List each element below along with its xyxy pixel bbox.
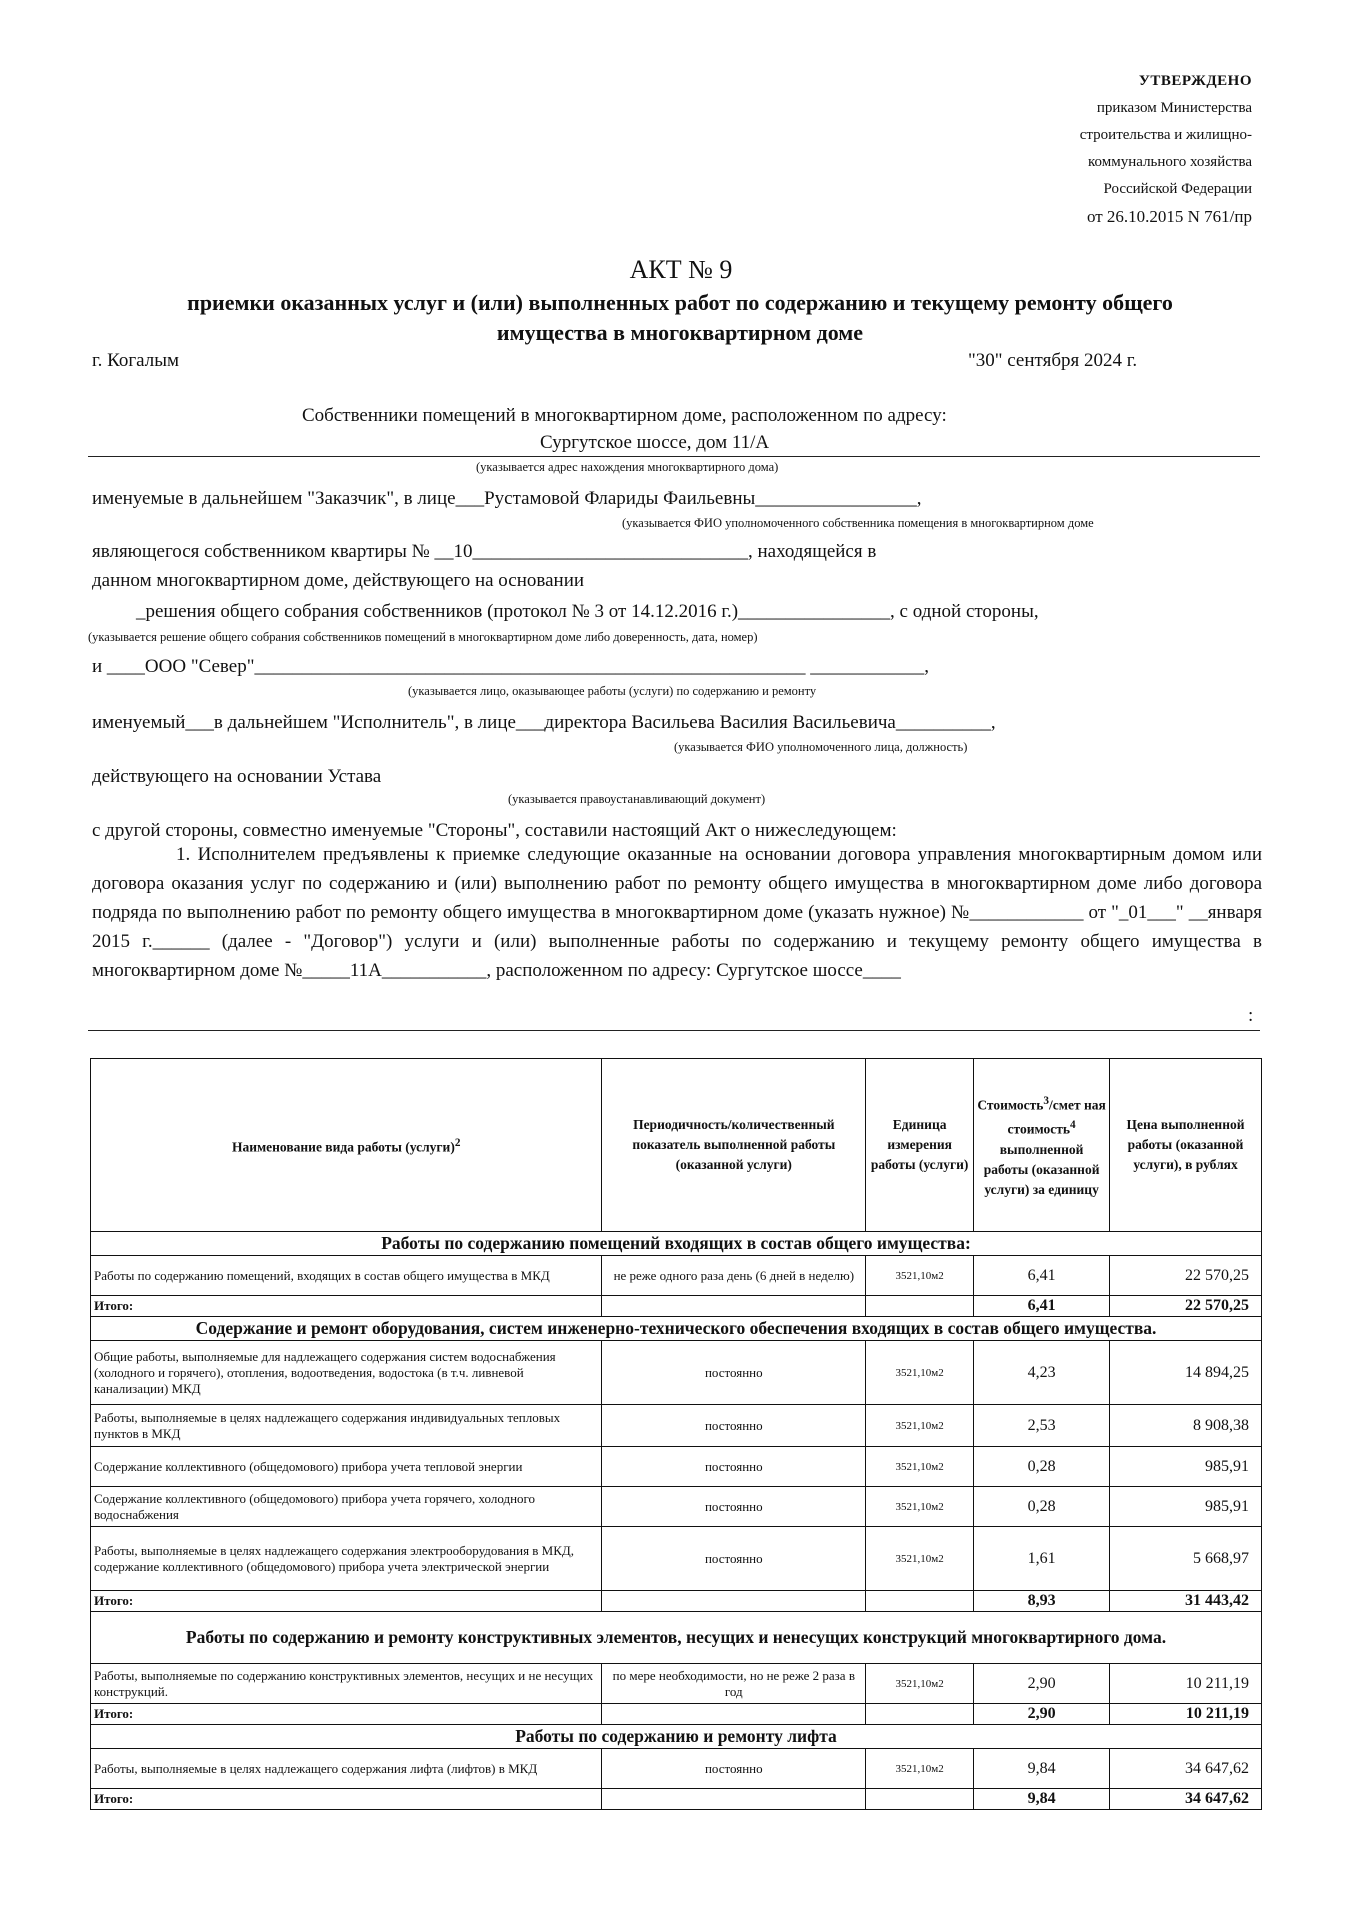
row-unit: 3521,10м2	[866, 1664, 974, 1704]
row-unit: 3521,10м2	[866, 1256, 974, 1296]
row-cost: 9,84	[974, 1749, 1110, 1789]
act-number: АКТ № 9	[629, 255, 733, 284]
clause-underline	[88, 1030, 1260, 1031]
header-price: Цена выполненной работы (оказанной услуги), в рублях	[1110, 1059, 1262, 1232]
row-price: 22 570,25	[1110, 1256, 1262, 1296]
row-price: 5 668,97	[1110, 1527, 1262, 1591]
contractor-note: (указывается лицо, оказывающее работы (услуги) по содержанию и ремонту	[408, 684, 817, 698]
executor-line: именуемый___в дальнейшем "Исполнитель", в лице___директора Васильева Василия Васильевича__________,	[92, 712, 996, 733]
approval-line: УТВЕРЖДЕНО	[1138, 73, 1252, 89]
section-title: Работы по содержанию и ремонту конструктивных элементов, несущих и ненесущих конструкций многоквартирного дома.	[91, 1612, 1262, 1664]
section-title: Работы по содержанию и ремонту лифта	[91, 1725, 1262, 1749]
row-period: по мере необходимости, но не реже 2 раза в год	[602, 1664, 866, 1704]
row-cost: 2,53	[974, 1405, 1110, 1447]
empty-cell	[602, 1789, 866, 1810]
row-unit: 3521,10м2	[866, 1527, 974, 1591]
empty-cell	[866, 1704, 974, 1725]
contractor-line: и ____ООО "Север"__________________________________________________________ ____________,	[92, 656, 929, 677]
row-period: постоянно	[602, 1405, 866, 1447]
act-title	[110, 288, 1250, 348]
decision-note: (указывается решение общего собрания собственников помещений в многоквартирном доме либо доверенность, дата, номер)	[88, 630, 758, 644]
total-row	[91, 1789, 1262, 1810]
table-row	[91, 1405, 1262, 1447]
row-period: постоянно	[602, 1341, 866, 1405]
act-title-line1: приемки оказанных услуг и (или) выполненных работ по содержанию и текущему ремонту общего	[187, 290, 1173, 315]
section-title-row	[91, 1232, 1262, 1256]
act-date: "30" сентября 2024 г.	[968, 350, 1138, 371]
table-row	[91, 1447, 1262, 1487]
empty-cell	[602, 1704, 866, 1725]
apartment-line: являющегося собственником квартиры № __10_____________________________, находящейся в	[92, 541, 877, 562]
total-price: 31 443,42	[1110, 1591, 1262, 1612]
row-unit: 3521,10м2	[866, 1487, 974, 1527]
row-cost: 2,90	[974, 1664, 1110, 1704]
table-row	[91, 1341, 1262, 1405]
total-label: Итого:	[91, 1296, 602, 1317]
approval-line: от 26.10.2015 N 761/пр	[1086, 207, 1252, 226]
row-period: постоянно	[602, 1447, 866, 1487]
approval-line: коммунального хозяйства	[1088, 154, 1252, 170]
approval-line: Российской Федерации	[1103, 181, 1252, 197]
total-row	[91, 1704, 1262, 1725]
total-row	[91, 1591, 1262, 1612]
total-cost: 2,90	[974, 1704, 1110, 1725]
row-price: 985,91	[1110, 1487, 1262, 1527]
row-name: Работы, выполняемые в целях надлежащего содержания электрооборудования в МКД, содержание коллективного (общедомового) прибора учета электрической энергии	[91, 1527, 602, 1591]
row-name: Содержание коллективного (общедомового) прибора учета горячего, холодного водоснабжения	[91, 1487, 602, 1527]
row-price: 10 211,19	[1110, 1664, 1262, 1704]
row-unit: 3521,10м2	[866, 1405, 974, 1447]
row-price: 14 894,25	[1110, 1341, 1262, 1405]
approval-line: приказом Министерства	[1096, 100, 1252, 116]
row-name: Содержание коллективного (общедомового) прибора учета тепловой энергии	[91, 1447, 602, 1487]
section-title-row	[91, 1612, 1262, 1664]
section-title-row	[91, 1317, 1262, 1341]
owners-intro: Собственники помещений в многоквартирном доме, расположенном по адресу:	[302, 405, 947, 426]
total-row	[91, 1296, 1262, 1317]
act-title-line2: имущества в многоквартирном доме	[496, 320, 864, 345]
empty-cell	[866, 1296, 974, 1317]
header-name: Наименование вида работы (услуги)$^2$	[91, 1059, 602, 1232]
total-cost: 9,84	[974, 1789, 1110, 1810]
decision-line: _решения общего собрания собственников (протокол № 3 от 14.12.2016 г.)________________, с одной стороны,	[136, 601, 1039, 622]
works-table	[90, 1058, 1262, 1810]
charter-note: (указывается правоустанавливающий документ)	[508, 792, 766, 806]
row-unit: 3521,10м2	[866, 1447, 974, 1487]
row-price: 34 647,62	[1110, 1749, 1262, 1789]
row-name: Работы, выполняемые в целях надлежащего содержания индивидуальных тепловых пунктов в МКД	[91, 1405, 602, 1447]
table-header-row	[91, 1059, 1262, 1232]
total-cost: 8,93	[974, 1591, 1110, 1612]
row-name: Работы, выполняемые в целях надлежащего содержания лифта (лифтов) в МКД	[91, 1749, 602, 1789]
total-cost: 6,41	[974, 1296, 1110, 1317]
total-price: 22 570,25	[1110, 1296, 1262, 1317]
row-name: Работы по содержанию помещений, входящих в состав общего имущества в МКД	[91, 1256, 602, 1296]
clause-1: 1. Исполнителем предъявлены к приемке следующие оказанные на основании договора управления многоквартирным домом или договора оказания услуг по содержанию и (или) выполнению работ по ремонту общего имущества в многоквартирном доме либо договора подряда по выполнению работ по ремонту общего имущества в многоквартирном доме (указать нужное) №____________ от "_01___" __января 2015 г.______ (далее - "Договор") услуги и (или) выполненные работы по содержанию и текущему ремонту общего имущества в многоквартирном доме №_____11А___________, расположенном по адресу: Сургутское шоссе____	[92, 844, 1262, 981]
row-name: Работы, выполняемые по содержанию конструктивных элементов, несущих и не несущих конструкций.	[91, 1664, 602, 1704]
address-underline	[88, 456, 1260, 457]
row-name: Общие работы, выполняемые для надлежащего содержания систем водоснабжения (холодного и горячего), отопления, водоотведения, водостока (в т.ч. ливневой канализации) МКД	[91, 1341, 602, 1405]
total-label: Итого:	[91, 1591, 602, 1612]
empty-cell	[602, 1591, 866, 1612]
total-price: 34 647,62	[1110, 1789, 1262, 1810]
empty-cell	[602, 1296, 866, 1317]
section-title: Содержание и ремонт оборудования, систем инженерно-технического обеспечения входящих в состав общего имущества.	[91, 1317, 1262, 1341]
row-period: не реже одного раза день (6 дней в неделю)	[602, 1256, 866, 1296]
basis-line: данном многоквартирном доме, действующего на основании	[92, 570, 585, 591]
customer-note: (указывается ФИО уполномоченного собственника помещения в многоквартирном доме	[622, 516, 1094, 530]
row-cost: 1,61	[974, 1527, 1110, 1591]
row-price: 985,91	[1110, 1447, 1262, 1487]
row-price: 8 908,38	[1110, 1405, 1262, 1447]
table-row	[91, 1256, 1262, 1296]
approval-block	[1080, 68, 1252, 230]
row-cost: 0,28	[974, 1447, 1110, 1487]
header-unit: Единица измерения работы (услуги)	[866, 1059, 974, 1232]
other-side-line: с другой стороны, совместно именуемые "Стороны", составили настоящий Акт о нижеследующем:	[92, 820, 897, 841]
section-title-row	[91, 1725, 1262, 1749]
section-title: Работы по содержанию помещений входящих в состав общего имущества:	[91, 1232, 1262, 1256]
charter-line: действующего на основании Устава	[92, 766, 382, 787]
table-row	[91, 1664, 1262, 1704]
table-row	[91, 1749, 1262, 1789]
row-cost: 6,41	[974, 1256, 1110, 1296]
approval-line: строительства и жилищно-	[1079, 127, 1252, 143]
row-period: постоянно	[602, 1527, 866, 1591]
empty-cell	[866, 1591, 974, 1612]
executor-note: (указывается ФИО уполномоченного лица, должность)	[674, 740, 968, 754]
address-note: (указывается адрес нахождения многоквартирного дома)	[476, 460, 779, 474]
customer-line: именуемые в дальнейшем "Заказчик", в лице___Рустамовой Флариды Фаильевны_________________,	[92, 488, 922, 509]
header-cost: Стоимость$^3$/смет ная стоимость$^4$ выполненной работы (оказанной услуги) за единицу	[974, 1059, 1110, 1232]
row-period: постоянно	[602, 1749, 866, 1789]
row-unit: 3521,10м2	[866, 1749, 974, 1789]
row-period: постоянно	[602, 1487, 866, 1527]
clause-colon: :	[1248, 1005, 1254, 1026]
total-label: Итого:	[91, 1789, 602, 1810]
act-city: г. Когалым	[92, 350, 180, 371]
building-address: Сургутское шоссе, дом 11/А	[540, 432, 770, 453]
row-unit: 3521,10м2	[866, 1341, 974, 1405]
table-row	[91, 1527, 1262, 1591]
total-label: Итого:	[91, 1704, 602, 1725]
total-price: 10 211,19	[1110, 1704, 1262, 1725]
header-period: Периодичность/количественный показатель выполненной работы (оказанной услуги)	[602, 1059, 866, 1232]
empty-cell	[866, 1789, 974, 1810]
table-row	[91, 1487, 1262, 1527]
row-cost: 4,23	[974, 1341, 1110, 1405]
row-cost: 0,28	[974, 1487, 1110, 1527]
